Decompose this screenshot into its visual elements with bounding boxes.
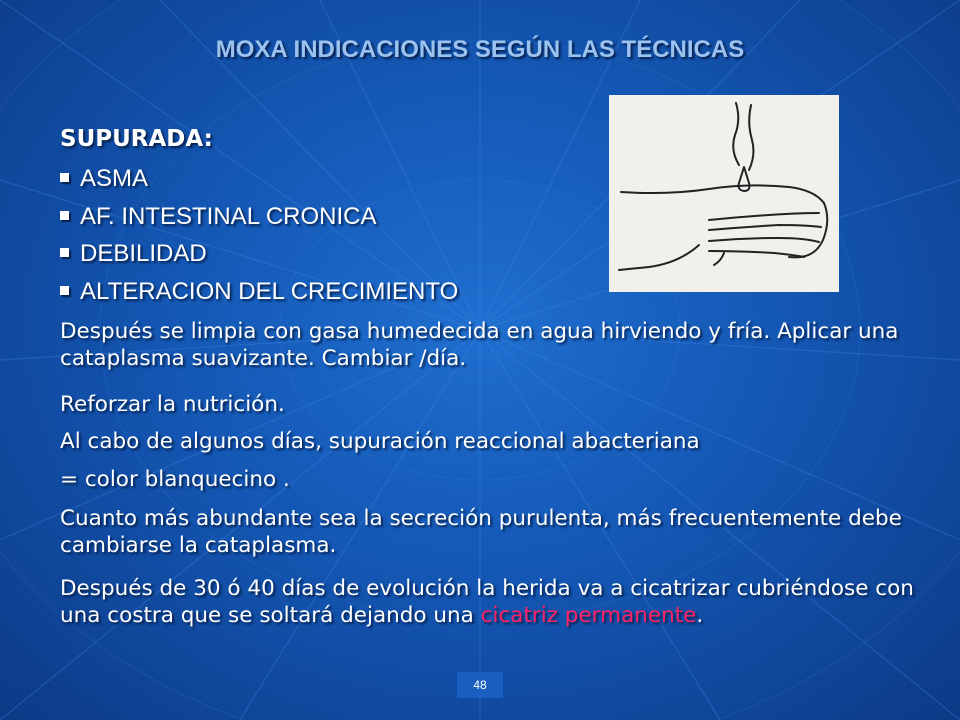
paragraph-secretion: Cuanto más abundante sea la secreción purulenta, más frecuentemente debe cambiarse la cataplasma. [60, 506, 902, 558]
hand-moxa-illustration [609, 95, 839, 292]
list-item-label: ASMA [80, 165, 149, 192]
paragraph-suppuration: Al cabo de algunos días, supuración reaccional abacteriana [60, 429, 700, 454]
section-heading: SUPURADA: [60, 126, 213, 152]
hand-drawing [609, 95, 839, 292]
list-item-label: DEBILIDAD [80, 240, 207, 267]
paragraph-evolution-text: Después de 30 ó 40 días de evolución la herida va a cicatrizar cubriéndose con una costra que se soltará dejando una [60, 576, 914, 628]
indications-list [60, 164, 458, 314]
list-item-label: AF. INTESTINAL CRONICA [80, 202, 377, 230]
page-number: 48 [457, 672, 503, 698]
bullet-square-icon [60, 211, 69, 220]
slide-title: MOXA INDICACIONES SEGÚN LAS TÉCNICAS [215, 36, 745, 63]
paragraph-color: = color blanquecino . [60, 467, 290, 492]
paragraph-nutrition: Reforzar la nutrición. [60, 392, 285, 417]
bullet-square-icon [60, 173, 69, 182]
list-item [60, 277, 458, 315]
paragraph-cleaning: Después se limpia con gasa humedecida en agua hirviendo y fría. Aplicar una cataplasma suavizante. Cambiar /día. [60, 319, 899, 371]
list-item [60, 202, 458, 240]
bullet-square-icon [60, 248, 69, 257]
bullet-square-icon [60, 286, 69, 295]
list-item [60, 164, 458, 202]
paragraph-evolution [60, 575, 920, 629]
paragraph-evolution-end: . [696, 603, 704, 628]
list-item-label: ALTERACION DEL CRECIMIENTO [80, 277, 459, 305]
highlight-permanent-scar: cicatriz permanente [480, 603, 697, 628]
list-item [60, 239, 458, 277]
